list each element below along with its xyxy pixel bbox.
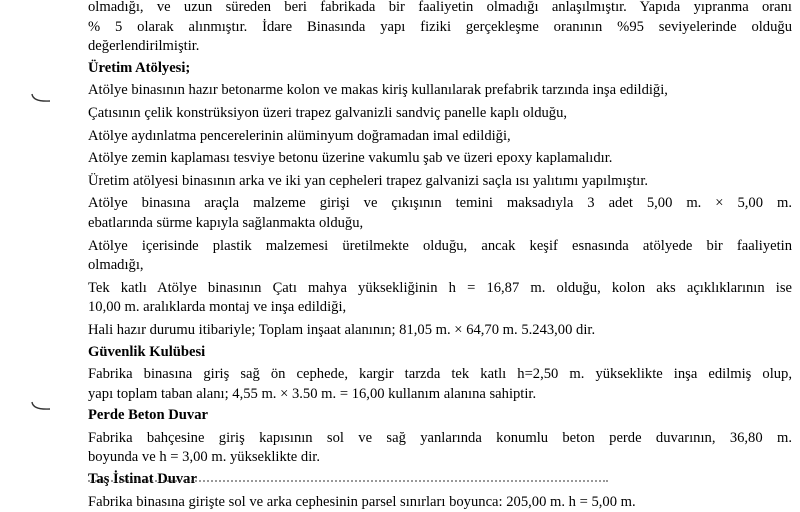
text-line: Fabrika bahçesine giriş kapısının sol ve sağ yanlarında konumlu beton perde duvarının, 36,80 m. [88, 429, 792, 446]
paragraph-p2 [88, 104, 792, 124]
paragraph-p1 [88, 81, 792, 101]
text-line: Atölye binasının hazır betonarme kolon ve makas kiriş kullanılarak prefabrik tarzında inşa edildiği, [88, 82, 668, 99]
paragraph-p0 [88, 0, 792, 57]
document-body [88, 0, 792, 512]
text-line: olmadığı, ve uzun süreden beri fabrikada bir faaliyetin olmadığı anlaşılmıştır. Yapıda yıpranma oranı [88, 0, 792, 15]
paragraph-p6 [88, 194, 792, 233]
paragraph-p7 [88, 237, 792, 276]
text-line: Atölye içerisinde plastik malzemesi üretilmekte olduğu, ancak keşif esnasında atölyede bir faaliyetin [88, 237, 792, 254]
punch-hole-mark-bottom [30, 400, 52, 412]
text-line: 10,00 m. aralıklarda montaj ve inşa edildiği, [88, 299, 347, 316]
text-line: % 5 olarak alınmıştır. İdare Binasında yapı fiziki gerçekleşme oranının %95 seviyelerinde olduğu [88, 18, 792, 35]
punch-hole-mark-top [30, 92, 52, 104]
paragraph-p8 [88, 279, 792, 318]
text-line: olmadığı, [88, 257, 144, 274]
section-heading: Taş İstinat Duvar [88, 471, 197, 488]
text-line: Hali hazır durumu itibariyle; Toplam inşaat alanının; 81,05 m. × 64,70 m. 5.243,00 dir. [88, 321, 596, 338]
text-line: Atölye aydınlatma pencerelerinin alüminyum doğramadan imal edildiği, [88, 127, 511, 144]
paragraph-p5 [88, 172, 792, 192]
text-line: Atölye zemin kaplaması tesviye betonu üzerine vakumlu şab ve üzeri epoxy kaplamalıdır. [88, 150, 613, 167]
text-line: ebatlarında sürme kapıyla sağlanmakta olduğu, [88, 214, 364, 231]
text-line: Fabrika binasına giriş sağ ön cephede, kargir tarzda tek katlı h=2,50 m. yükseklikte inşa edilmiş olup, [88, 366, 792, 383]
paragraph-p10 [88, 365, 792, 404]
section-heading: Üretim Atölyesi; [88, 59, 191, 76]
text-line: Tek katlı Atölye binasının Çatı mahya yüksekliğinin h = 16,87 m. olduğu, kolon aks açıklıklarının ise [88, 279, 792, 296]
section-heading: Güvenlik Kulübesi [88, 343, 206, 360]
text-line: Atölye binasına araçla malzeme girişi ve çıkışının temini maksadıyla 3 adet 5,00 m. × 5,00 m. [88, 195, 792, 212]
paragraph-p4 [88, 149, 792, 169]
text-line: yapı toplam taban alanı; 4,55 m. × 3.50 m. = 16,00 kullanım alanına sahiptir. [88, 385, 537, 402]
text-line: Fabrika binasına girişte sol ve arka cephesinin parsel sınırları boyunca: 205,00 m. h = 5,00 m. [88, 493, 636, 510]
section-heading: Perde Beton Duvar [88, 407, 208, 424]
text-line: boyunda ve h = 3,00 m. yükseklikte dir. [88, 449, 320, 466]
paragraph-p11 [88, 429, 792, 468]
paragraph-p12 [88, 493, 792, 512]
text-line: Üretim atölyesi binasının arka ve iki yan cepheleri trapez galvanizi saçla ısı yalıtımı yapılmıştır. [88, 172, 649, 189]
text-line: Çatısının çelik konstrüksiyon üzeri trapez galvanizli sandviç panelle kaplı olduğu, [88, 104, 568, 121]
paragraph-p3 [88, 127, 792, 147]
text-line: değerlendirilmiştir. [88, 38, 200, 55]
paragraph-p9 [88, 321, 792, 341]
cut-off-text-line [88, 480, 608, 485]
